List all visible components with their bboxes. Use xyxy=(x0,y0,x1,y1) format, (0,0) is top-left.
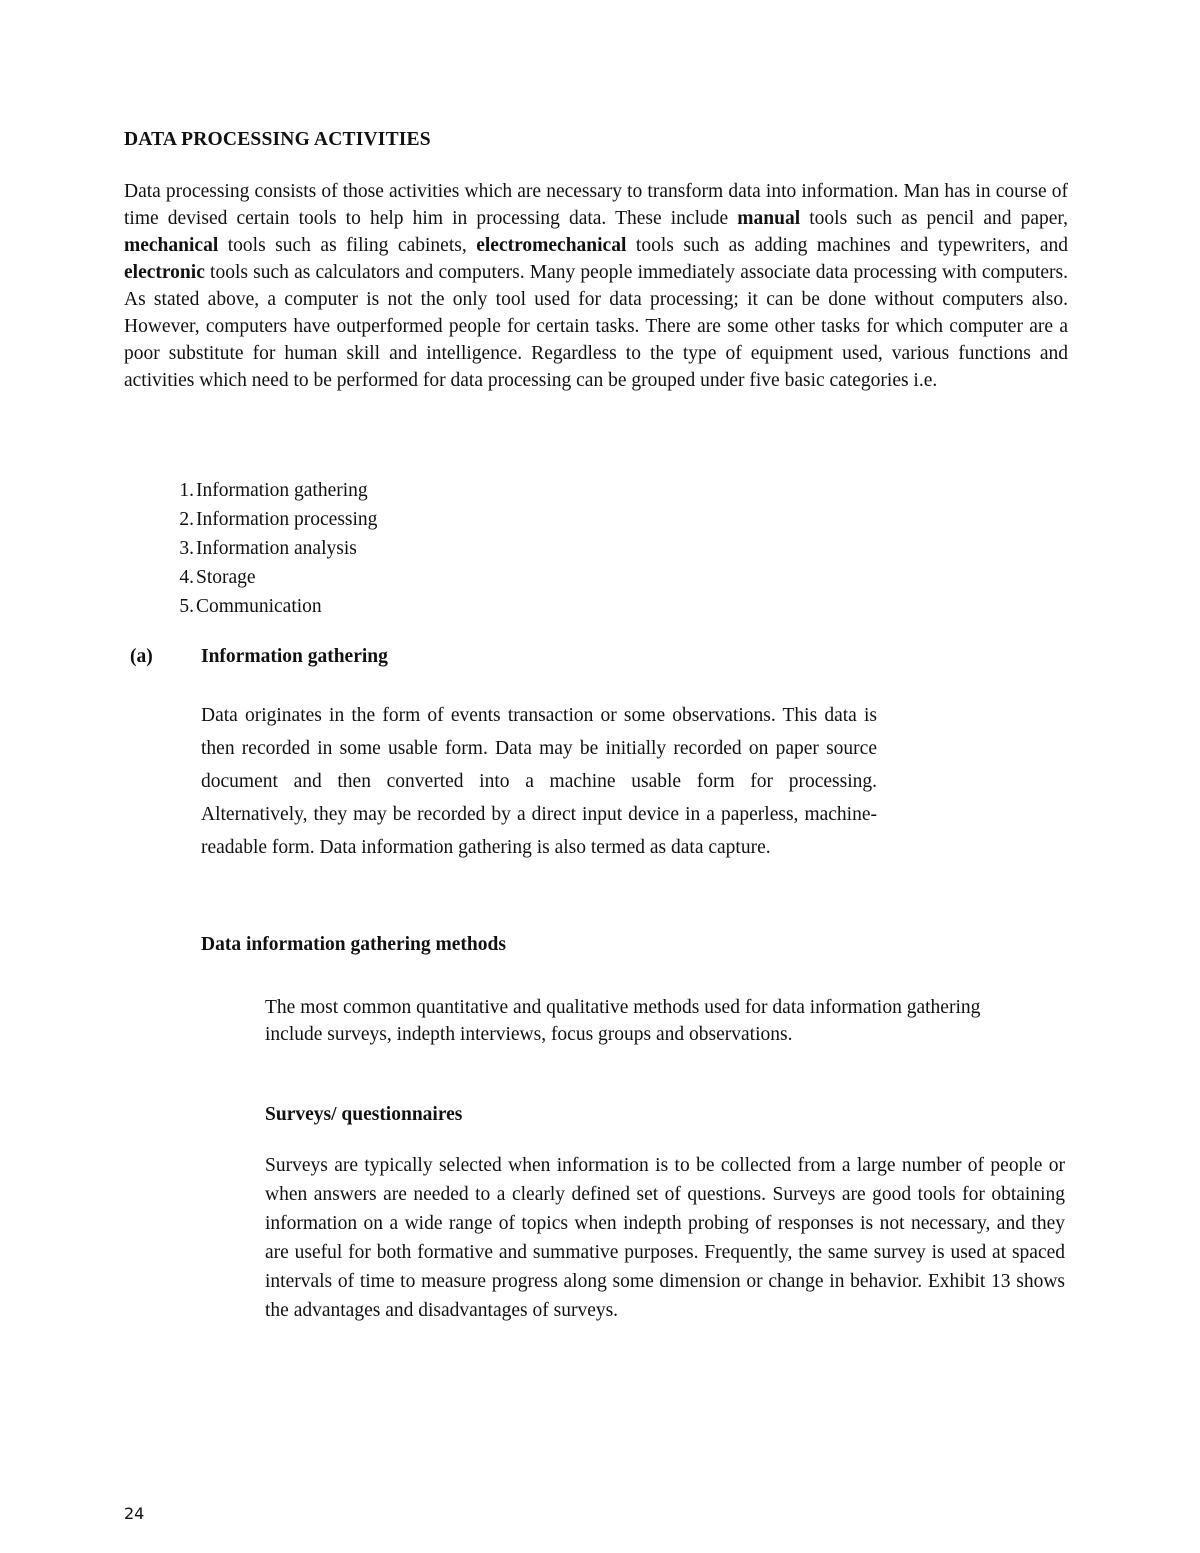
intro-bold-mechanical: mechanical xyxy=(124,235,219,256)
list-item xyxy=(124,592,377,621)
intro-text-2: tools such as pencil and paper, xyxy=(800,208,1068,229)
page-heading: DATA PROCESSING ACTIVITIES xyxy=(124,129,431,150)
list-number: 4. xyxy=(179,567,194,588)
intro-bold-electronic: electronic xyxy=(124,262,205,283)
section-marker: (a) xyxy=(130,646,153,667)
intro-text-5: tools such as calculators and computers. Many people immediately associate data processing with computers. As stated above, a computer is not the only tool used for data processing; it can be done without computers also. However, computers have outperformed people for certain tasks. There are some other tasks for which computer are a poor substitute for human skill and intelligence. Regardless to the type of equipment used, various functions and activities which need to be performed for data processing can be grouped under five basic categories i.e. xyxy=(124,262,1068,391)
intro-text-1: Data processing consists of those activities which are necessary to transform data into information. Man has in course of time devised certain tools to help him in processing data. These include xyxy=(124,181,1068,229)
list-item xyxy=(124,505,377,534)
list-number: 5. xyxy=(179,596,194,617)
surveys-heading: Surveys/ questionnaires xyxy=(265,1104,463,1125)
list-item xyxy=(124,534,377,563)
list-number: 1. xyxy=(179,480,194,501)
methods-heading: Data information gathering methods xyxy=(201,934,506,955)
list-text: Information gathering xyxy=(196,480,368,501)
section-title: Information gathering xyxy=(201,646,388,667)
list-number: 2. xyxy=(179,509,194,530)
list-text: Storage xyxy=(196,567,256,588)
list-text: Information processing xyxy=(196,509,378,530)
intro-text-3: tools such as filing cabinets, xyxy=(218,235,477,256)
list-item xyxy=(124,476,377,505)
list-text: Communication xyxy=(196,596,322,617)
intro-paragraph xyxy=(124,178,1068,394)
page-number: 24 xyxy=(124,1504,145,1523)
list-number: 3. xyxy=(179,538,194,559)
list-text: Information analysis xyxy=(196,538,357,559)
list-item xyxy=(124,563,377,592)
surveys-paragraph: Surveys are typically selected when information is to be collected from a large number of people or when answers are needed to a clearly defined set of questions. Surveys are good tools for obtaining information on a wide range of topics when indepth probing of responses is not necessary, and they are useful for both formative and summative purposes. Frequently, the same survey is used at spaced intervals of time to measure progress along some dimension or change in behavior. Exhibit 13 shows the advantages and disadvantages of surveys. xyxy=(265,1155,1065,1321)
gathering-paragraph: Data originates in the form of events transaction or some observations. This data is then recorded in some usable form. Data may be initially recorded on paper source document and then converted into a machine usable form for processing. Alternatively, they may be recorded by a direct input device in a paperless, machine-readable form. Data information gathering is also termed as data capture. xyxy=(201,705,877,858)
methods-paragraph: The most common quantitative and qualitative methods used for data information gathering include surveys, indepth interviews, focus groups and observations. xyxy=(265,997,981,1045)
intro-bold-electromechanical: electromechanical xyxy=(476,235,627,256)
categories-list xyxy=(124,476,377,621)
intro-bold-manual: manual xyxy=(737,208,801,229)
intro-text-4: tools such as adding machines and typewriters, and xyxy=(626,235,1068,256)
